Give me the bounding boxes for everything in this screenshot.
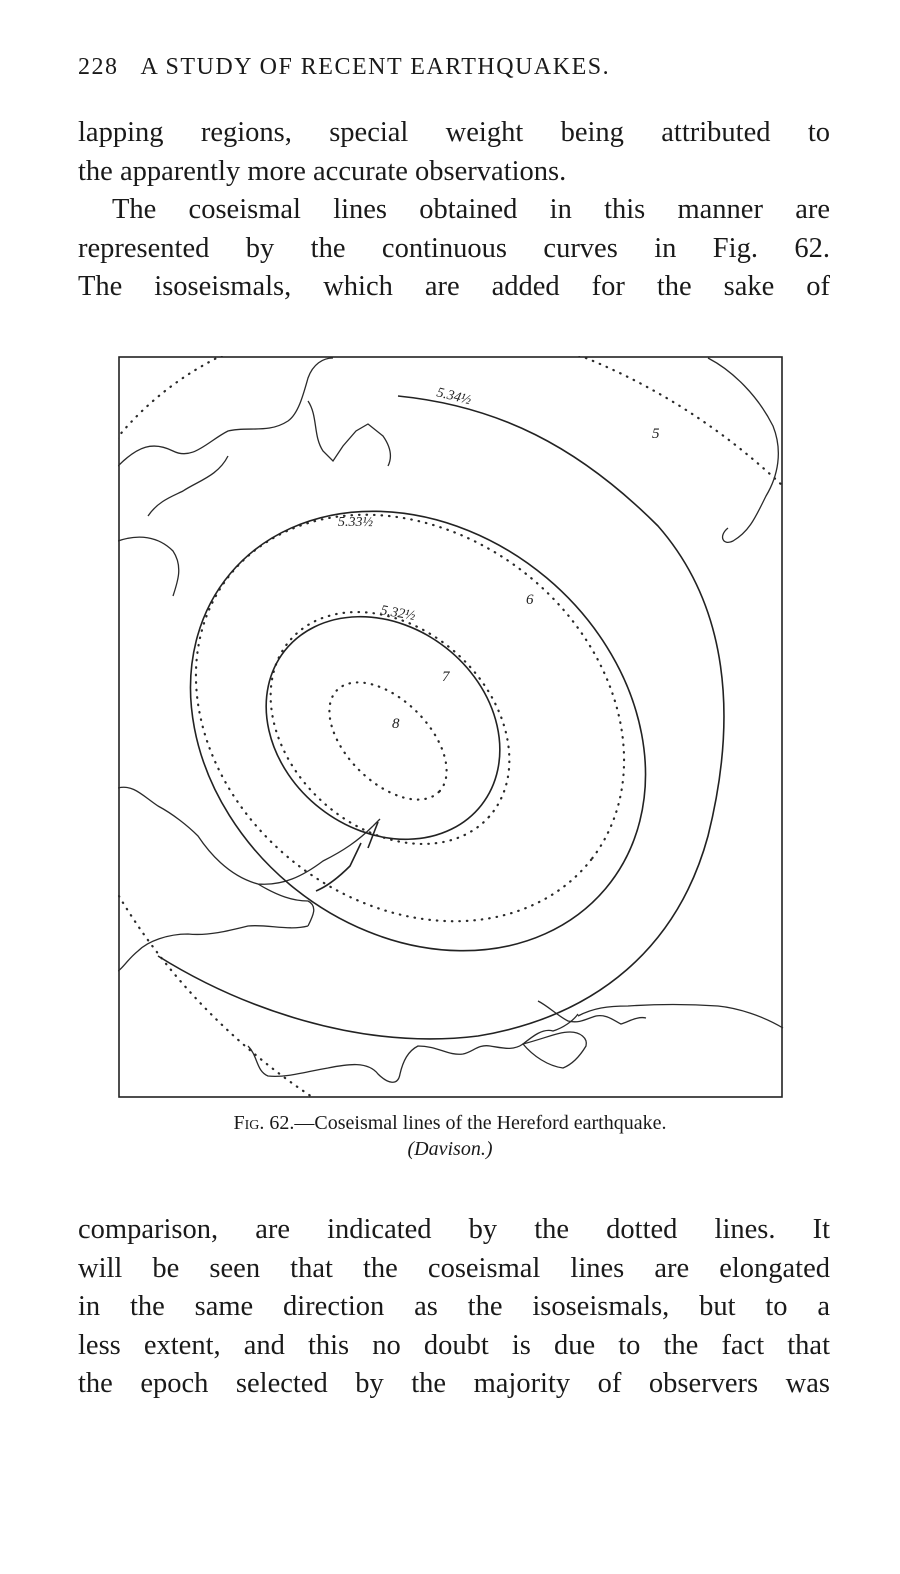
text-line: The coseismal lines obtained in this manner are xyxy=(112,194,830,225)
text-line: comparison, are indicated by the dotted lines. It xyxy=(78,1214,830,1245)
text-line: the epoch selected by the majority of observers was xyxy=(78,1368,830,1399)
text-line: lapping regions, special weight being attributed to xyxy=(78,117,830,148)
text-line: less extent, and this no doubt is due to the fact that xyxy=(78,1329,830,1361)
text-line: in the same direction as the isoseismals, but to a xyxy=(78,1291,830,1322)
caption-line xyxy=(120,1110,780,1136)
isoseismal-label: 5 xyxy=(652,426,660,442)
text-line: The isoseismals, which are added for the sake of xyxy=(78,271,830,302)
caption-text: —Coseismal lines of the Hereford earthquake. xyxy=(294,1112,667,1134)
isoseismal-label: 7 xyxy=(442,669,450,685)
text-line: will be seen that the coseismal lines are elongated xyxy=(78,1252,830,1284)
page-number: 228 xyxy=(78,54,119,80)
coseismal-label: 5.33½ xyxy=(338,515,373,530)
figure-caption xyxy=(120,1110,780,1162)
isoseismal-label: 8 xyxy=(392,716,400,732)
paragraph-top xyxy=(78,114,830,307)
coastlines xyxy=(118,358,783,1082)
coseismal-lines xyxy=(118,396,734,1042)
figure-62-map xyxy=(118,356,784,1098)
coseismal-label: 5.34½ xyxy=(435,385,473,409)
map-labels xyxy=(338,385,660,732)
caption-credit: (Davison.) xyxy=(407,1138,493,1160)
isoseismal-label: 6 xyxy=(526,592,534,608)
isoseismal-lines xyxy=(118,356,784,1098)
map-svg xyxy=(118,356,784,1098)
caption-figure-label: Fig. 62. xyxy=(233,1112,295,1134)
text-line: represented by the continuous curves in Fig. 62. xyxy=(78,232,830,264)
paragraph-bottom xyxy=(78,1211,830,1404)
text-line: the apparently more accurate observations. xyxy=(78,155,567,187)
coseismal-label: 5.32½ xyxy=(379,603,417,625)
running-title: A STUDY OF RECENT EARTHQUAKES. xyxy=(140,54,611,80)
running-head xyxy=(78,54,778,81)
